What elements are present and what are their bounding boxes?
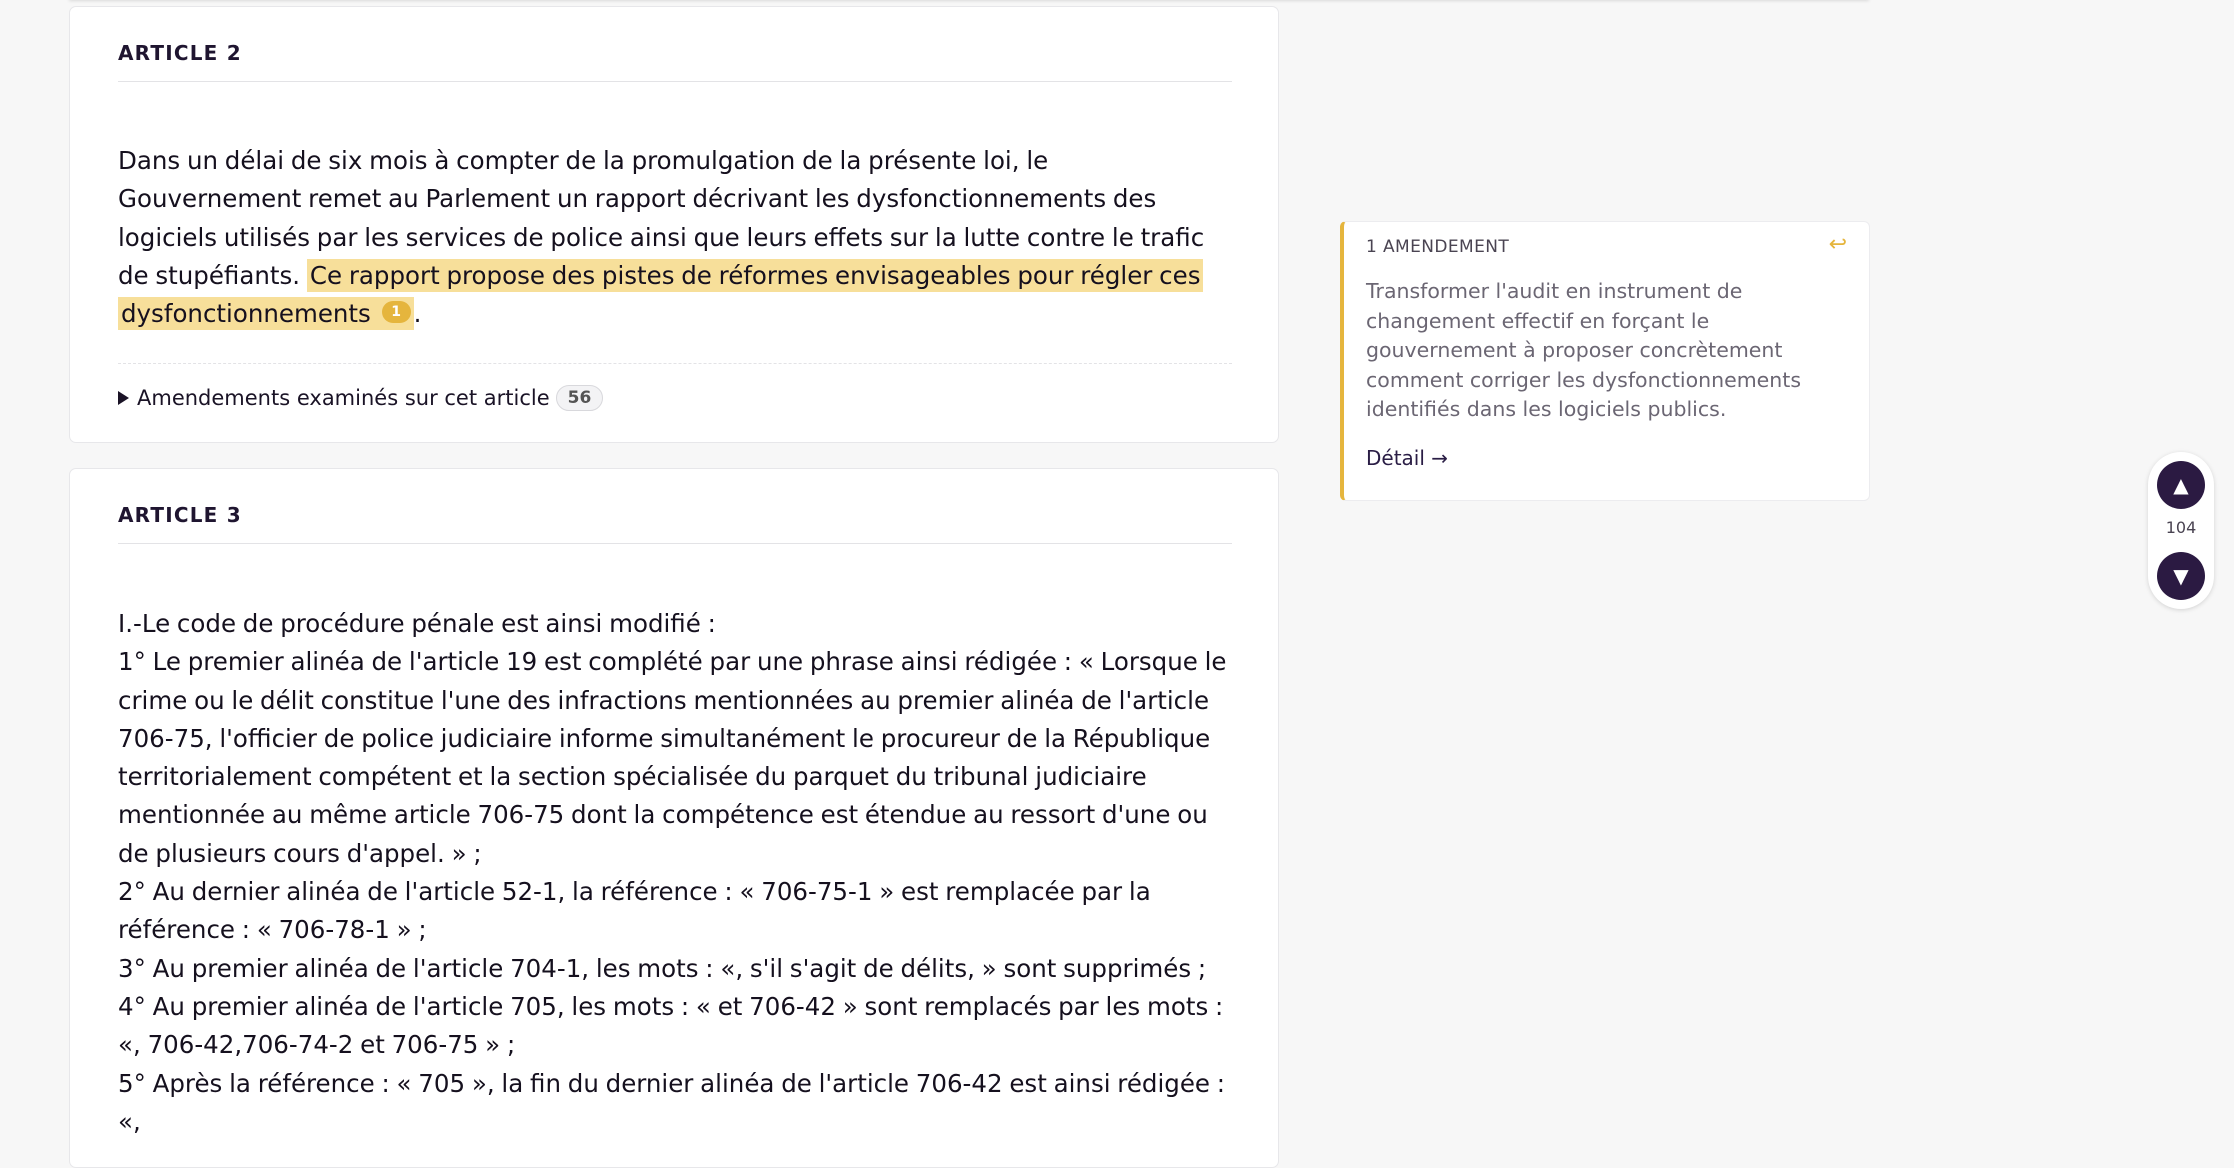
highlighted-passage-text: Ce rapport propose des pistes de réformes envisageables pour régler ces dysfonctionnements [121, 260, 1201, 329]
amendment-side-card [1340, 221, 1870, 501]
amendment-position-count: 104 [2165, 518, 2197, 537]
article-3-text [118, 605, 1238, 1141]
article-3-title: ARTICLE 3 [118, 503, 242, 527]
next-amendment-button[interactable]: ▼ [2157, 552, 2205, 600]
disclosure-triangle-icon [118, 391, 129, 405]
amendment-detail-link[interactable]: Détail → [1366, 446, 1449, 470]
amendment-description: Transformer l'audit en instrument de changement effectif en forçant le gouvernement à proposer concrètement comment corriger les dysfonctionnements identifiés dans les logiciels publics. [1366, 279, 1802, 421]
article-2-card [69, 6, 1279, 443]
return-arrow-icon[interactable]: ↩ [1828, 232, 1847, 257]
article-3-divider [118, 543, 1232, 544]
amendments-count-pill: 56 [556, 385, 604, 411]
amendment-card-header: 1 AMENDEMENT [1366, 237, 1510, 257]
amendment-navigator [2148, 452, 2214, 609]
article-2-text-end: . [413, 299, 422, 329]
article-3-paragraph: 4° Au premier alinéa de l'article 705, les mots : « et 706-42 » sont remplacés par les mots : «, 706-42,706-74-2 et 706-75 » ; [118, 991, 1224, 1060]
article-3-paragraph: 3° Au premier alinéa de l'article 704-1, les mots : «, s'il s'agit de délits, » sont supprimés ; [118, 953, 1207, 983]
amendments-disclosure[interactable] [118, 385, 603, 411]
article-3-paragraph: I.-Le code de procédure pénale est ainsi modifié : [118, 609, 716, 638]
article-3-paragraph: 2° Au dernier alinéa de l'article 52-1, la référence : « 706-75-1 » est remplacée par la référence : « 706-78-1 » ; [118, 877, 1151, 945]
article-2-divider [118, 81, 1232, 82]
article-3-paragraph: 1° Le premier alinéa de l'article 19 est complété par une phrase ainsi rédigée : « Lorsque le crime ou le délit constitue l'une des infractions mentionnées au premier alinéa de l'article 706-75, l'officier de police judiciaire informe simultanément le procureur de la République territorialement compétent et la section spécialisée du parquet du tribunal judiciaire mentionnée au même article 706-75 dont la compétence est étendue au ressort d'une ou de plusieurs cours d'appel. » ; [118, 647, 1227, 868]
article-3-paragraph: 5° Après la référence : « 705 », la fin du dernier alinéa de l'article 706-42 est ainsi rédigée : «, [118, 1068, 1226, 1136]
article-3-card [69, 468, 1279, 1168]
article-2-text [118, 142, 1238, 333]
previous-amendment-button[interactable]: ▲ [2157, 461, 2205, 509]
article-2-text-plain: Dans un délai de six mois à compter de la promulgation de la présente loi, le Gouvernement remet au Parlement un rapport décrivant les dysfonctionnements des logiciels utilisés par les services de police ainsi que leurs effets sur la lutte contre le trafic de stupéfiants. [118, 146, 1205, 290]
amendments-disclosure-label: Amendements examinés sur cet article [137, 386, 550, 410]
article-2-title: ARTICLE 2 [118, 41, 242, 65]
amendment-count-badge[interactable]: 1 [382, 301, 411, 323]
article-2-dotted-divider [118, 363, 1232, 364]
